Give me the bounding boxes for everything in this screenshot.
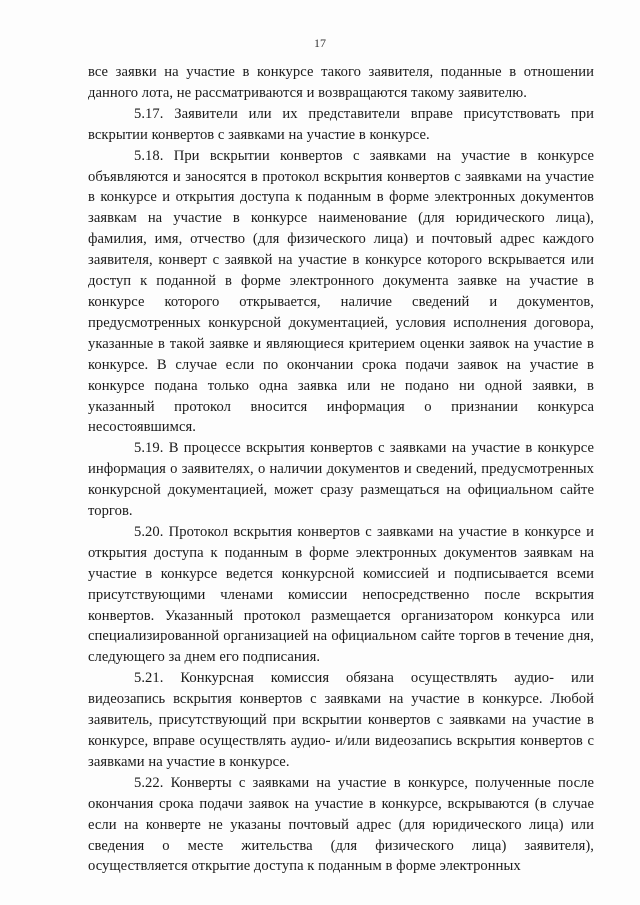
paragraph-5-21: 5.21. Конкурсная комиссия обязана осуществлять аудио- или видеозапись вскрытия конвертов с заявками на участие в конкурсе. Любой заявитель, присутствующий при вскрытии конвертов с заявками на участие в конкурсе, вправе осуществлять аудио- и/или видеозапись вскрытия конвертов с заявками на участие в конкурсе. — [88, 670, 594, 770]
paragraph-5-22: 5.22. Конверты с заявками на участие в конкурсе, полученные после окончания срока подачи заявок на участие в конкурсе, вскрываются (в случае если на конверте не указаны почтовый адрес (для юридического лица) или сведения о месте жительства (для физического лица) заявителя), осуществляется открытие доступа к поданным в форме электронных — [88, 774, 594, 875]
paragraph-5-17: 5.17. Заявители или их представители вправе присутствовать при вскрытии конвертов с заявками на участие в конкурсе. — [88, 105, 594, 143]
paragraph-continuation: все заявки на участие в конкурсе такого заявителя, поданные в отношении данного лота, не рассматриваются и возвращаются такому заявителю. — [88, 64, 594, 101]
document-body — [88, 62, 594, 877]
paragraph-5-20: 5.20. Протокол вскрытия конвертов с заявками на участие в конкурсе и открытия доступа к поданным в форме электронных документов заявкам на участие в конкурсе ведется конкурсной комиссией и подписывается всеми присутствующими членами комиссии непосредственно после вскрытия конвертов. Указанный протокол размещается организатором конкурса или специализированной организацией на официальном сайте торгов в течение дня, следующего за днем его подписания. — [88, 523, 594, 666]
paragraph-5-19: 5.19. В процессе вскрытия конвертов с заявками на участие в конкурсе информация о заявителях, о наличии документов и сведений, предусмотренных конкурсной документацией, может сразу размещаться на официальном сайте торгов. — [88, 440, 594, 520]
paragraph-5-18: 5.18. При вскрытии конвертов с заявками на участие в конкурсе объявляются и заносятся в протокол вскрытия конвертов с заявками на участие в конкурсе и открытия доступа к поданным в форме электронных документов заявкам на участие в конкурсе наименование (для юридического лица), фамилия, имя, отчество (для физического лица) и почтовый адрес каждого заявителя, конверт с заявкой на участие в конкурсе которого вскрывается или доступ к поданной в форме электронного документа заявке на участие в конкурсе которого открывается, наличие сведений и документов, предусмотренных конкурсной документацией, условия исполнения договора, указанные в такой заявке и являющиеся критерием оценки заявок на участие в конкурсе. В случае если по окончании срока подачи заявок на участие в конкурсе подана только одна заявка или не подано ни одной заявки, в указанный протокол вносится информация о признании конкурса несостоявшимся. — [88, 147, 594, 436]
page-number: 17 — [314, 36, 326, 50]
